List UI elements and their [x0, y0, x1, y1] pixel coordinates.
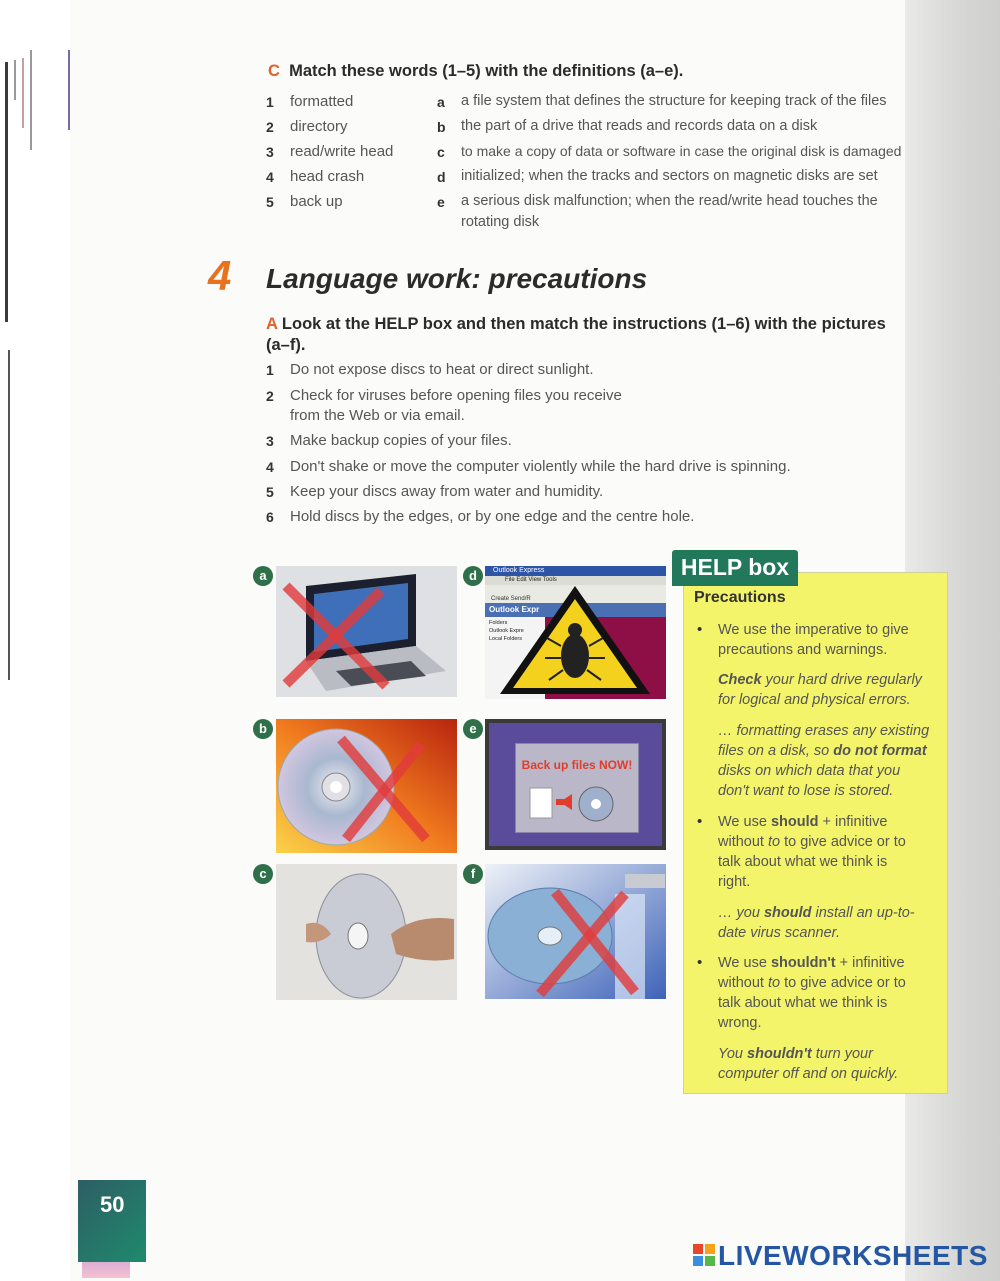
- instruction-item: Keep your discs away from water and humidity.: [290, 483, 604, 500]
- outlook-title: Outlook Express: [485, 566, 666, 576]
- help-subtitle: Precautions: [694, 589, 786, 606]
- word-number: 5: [266, 194, 274, 210]
- outlook-toolbar: Create Send/R: [485, 585, 666, 603]
- picture-backup-screen: [485, 719, 666, 850]
- bullet-3: •: [697, 954, 703, 971]
- picture-label-d: d: [463, 566, 483, 586]
- definition-item: the part of a drive that reads and records data on a disk: [461, 118, 818, 134]
- instruction-number: 3: [266, 433, 274, 449]
- instruction-item: Check for viruses before opening files you receive: [290, 387, 622, 404]
- picture-virus-warning: [485, 566, 666, 699]
- word-number: 1: [266, 94, 274, 110]
- outlook-menu: File Edit View Tools: [485, 576, 666, 585]
- help-box: [683, 572, 948, 1094]
- hand-disc-image: [276, 864, 457, 1000]
- picture-label-a: a: [253, 566, 273, 586]
- word-item: formatted: [290, 93, 354, 110]
- word-item: read/write head: [290, 143, 394, 160]
- picture-label-f: f: [463, 864, 483, 884]
- disc-fire-image: [276, 719, 457, 853]
- picture-label-c: c: [253, 864, 273, 884]
- outlook-folder-header: Outlook Expr: [485, 603, 666, 617]
- word-item: back up: [290, 193, 343, 210]
- section-c-title: C Match these words (1–5) with the definitions (a–e).: [268, 62, 684, 80]
- definition-letter: e: [437, 194, 445, 210]
- word-number: 2: [266, 119, 274, 135]
- definition-letter: d: [437, 169, 446, 185]
- picture-disc-fire: [276, 719, 457, 853]
- instruction-number: 6: [266, 509, 274, 525]
- word-item: head crash: [290, 168, 365, 185]
- instruction-number: 2: [266, 388, 274, 404]
- help-example-2: … formatting erases any existing files on a disk, so do not format disks on which data that you don't want to lose is stored.: [718, 723, 930, 799]
- word-number: 3: [266, 144, 274, 160]
- word-number: 4: [266, 169, 274, 185]
- instruction-number: 1: [266, 362, 274, 378]
- definition-item: a file system that defines the structure for keeping track of the files: [461, 93, 887, 109]
- definition-item: initialized; when the tracks and sectors on magnetic disks are set: [461, 168, 878, 184]
- liveworksheets-logo-icon: [693, 1244, 715, 1266]
- disc-water-image: [485, 864, 666, 999]
- definition-letter: b: [437, 119, 446, 135]
- definition-letter: c: [437, 144, 445, 160]
- backup-caption: Back up files NOW!: [521, 758, 633, 772]
- laptop-image: [276, 566, 457, 697]
- liveworksheets-brand[interactable]: LIVEWORKSHEETS: [718, 1240, 988, 1271]
- word-item: directory: [290, 118, 348, 135]
- help-example-4: You shouldn't turn your computer off and on quickly.: [718, 1046, 899, 1082]
- help-point-2: We use should + infinitive without to to give advice or to talk about what we think is right.: [718, 814, 906, 890]
- unit-title: Language work: precautions: [266, 263, 648, 294]
- picture-label-e: e: [463, 719, 483, 739]
- instruction-item: Do not expose discs to heat or direct sunlight.: [290, 361, 594, 378]
- definition-item: a serious disk malfunction; when the read/write head touches the: [461, 193, 878, 209]
- help-example-1: Check your hard drive regularly for logical and physical errors.: [718, 672, 922, 708]
- help-box-tab: HELP box: [672, 550, 798, 586]
- page-binding: [0, 50, 75, 1280]
- picture-disc-water: [485, 864, 666, 999]
- instruction-item: Don't shake or move the computer violently while the hard drive is spinning.: [290, 458, 791, 475]
- page-number: 50: [100, 1192, 125, 1217]
- instruction-number: 4: [266, 459, 274, 475]
- picture-label-b: b: [253, 719, 273, 739]
- instruction-item-continued: from the Web or via email.: [290, 407, 465, 424]
- instruction-item: Make backup copies of your files.: [290, 432, 512, 449]
- help-example-3: … you should install an up-to-date virus scanner.: [718, 905, 915, 941]
- file-to-disc-icon: [516, 782, 638, 832]
- bullet-2: •: [697, 813, 703, 830]
- bug-warning-icon: [485, 566, 666, 699]
- outlook-folder-pane: Folders Outlook Expre Local Folders: [485, 617, 545, 699]
- picture-hand-disc: [276, 864, 457, 1000]
- definition-item: to make a copy of data or software in case the original disk is damaged: [461, 143, 902, 159]
- instruction-item: Hold discs by the edges, or by one edge and the centre hole.: [290, 508, 695, 525]
- definition-item-continued: rotating disk: [461, 214, 540, 230]
- instruction-number: 5: [266, 484, 274, 500]
- help-point-1: We use the imperative to give precautions and warnings.: [718, 622, 909, 658]
- unit-number: 4: [208, 252, 232, 299]
- bullet-1: •: [697, 621, 703, 638]
- backup-dialog: [515, 743, 639, 833]
- definition-letter: a: [437, 94, 445, 110]
- help-point-3: We use shouldn't + infinitive without to to give advice or to talk about what we think is wrong.: [718, 955, 906, 1031]
- picture-laptop: [276, 566, 457, 697]
- section-a-title: A Look at the HELP box and then match the instructions (1–6) with the pictures (a–f).: [266, 315, 886, 354]
